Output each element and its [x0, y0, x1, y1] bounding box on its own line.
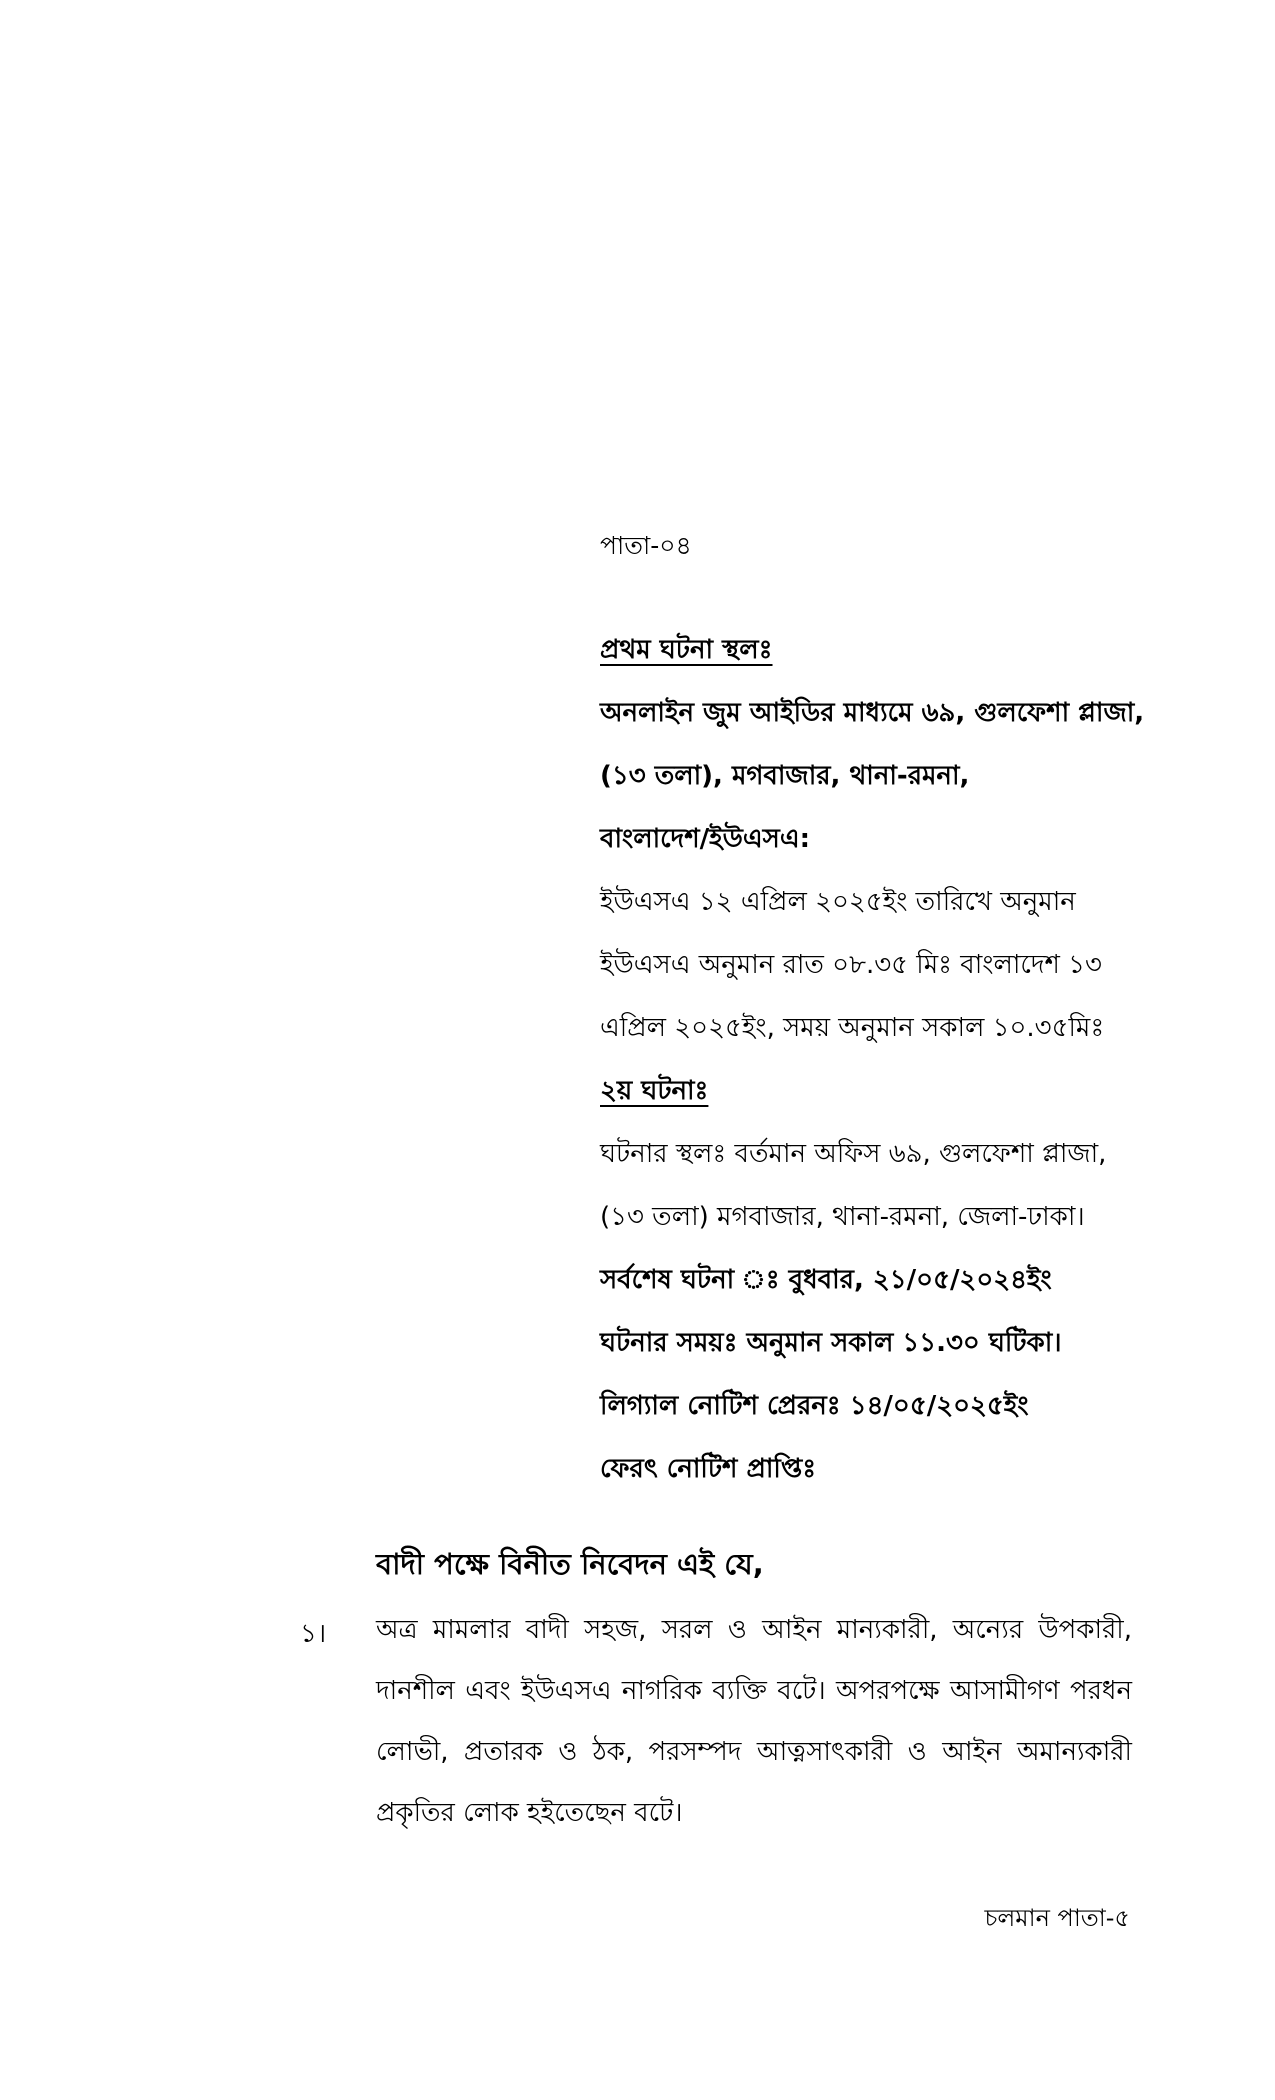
second-incident-heading: ২য় ঘটনাঃ — [600, 1076, 709, 1106]
paragraph-line: লোভী, প্রতারক ও ঠক, পরসম্পদ আত্নসাৎকারী ও আইন অমান্যকারী — [376, 1737, 1132, 1767]
first-incident-date-line-3: এপ্রিল ২০২৫ইং, সময় অনুমান সকাল ১০.৩৫মিঃ — [600, 1013, 1105, 1043]
paragraph-body — [376, 1606, 1132, 1850]
last-incident-date: সর্বশেষ ঘটনা ঃ বুধবার, ২১/০৫/২০২৪ইং — [600, 1265, 1052, 1295]
first-incident-location-line-2: (১৩ তলা), মগবাজার, থানা-রমনা, — [600, 761, 970, 791]
incident-info-block — [600, 628, 1240, 1510]
paragraph-line: প্রকৃতির লোক হইতেছেন বটে। — [376, 1798, 683, 1828]
first-incident-country: বাংলাদেশ/ইউএসএ: — [600, 824, 811, 854]
second-incident-location-line-2: (১৩ তলা) মগবাজার, থানা-রমনা, জেলা-ঢাকা। — [600, 1202, 1085, 1232]
returned-notice-received: ফেরৎ নোটিশ প্রাপ্তিঃ — [600, 1454, 817, 1484]
incident-time: ঘটনার সময়ঃ অনুমান সকাল ১১.৩০ ঘটিকা। — [600, 1328, 1062, 1358]
first-incident-location-line-1: অনলাইন জুম আইডির মাধ্যমে ৬৯, গুলফেশা প্লাজা, — [600, 698, 1145, 728]
first-incident-date-line-2: ইউএসএ অনুমান রাত ০৮.৩৫ মিঃ বাংলাদেশ ১৩ — [600, 950, 1102, 980]
continued-page-note: চলমান পাতা-৫ — [984, 1904, 1130, 1932]
first-incident-heading: প্রথম ঘটনা স্থলঃ — [600, 635, 773, 665]
paragraph-line: দানশীল এবং ইউএসএ নাগরিক ব্যক্তি বটে। অপরপক্ষে আসামীগণ পরধন — [376, 1676, 1132, 1706]
first-incident-date-line-1: ইউএসএ ১২ এপ্রিল ২০২৫ইং তারিখে অনুমান — [600, 887, 1076, 917]
petition-title: বাদী পক্ষে বিনীত নিবেদন এই যে, — [376, 1547, 764, 1581]
second-incident-location-line-1: ঘটনার স্থলঃ বর্তমান অফিস ৬৯, গুলফেশা প্লাজা, — [600, 1139, 1107, 1169]
page-number-header: পাতা-০৪ — [600, 531, 692, 560]
legal-notice-sent: লিগ্যাল নোটিশ প্রেরনঃ ১৪/০৫/২০২৫ইং — [600, 1391, 1029, 1421]
paragraph-line: অত্র মামলার বাদী সহজ, সরল ও আইন মান্যকারী, অন্যের উপকারী, — [376, 1615, 1132, 1645]
paragraph-number: ১। — [300, 1619, 327, 1649]
